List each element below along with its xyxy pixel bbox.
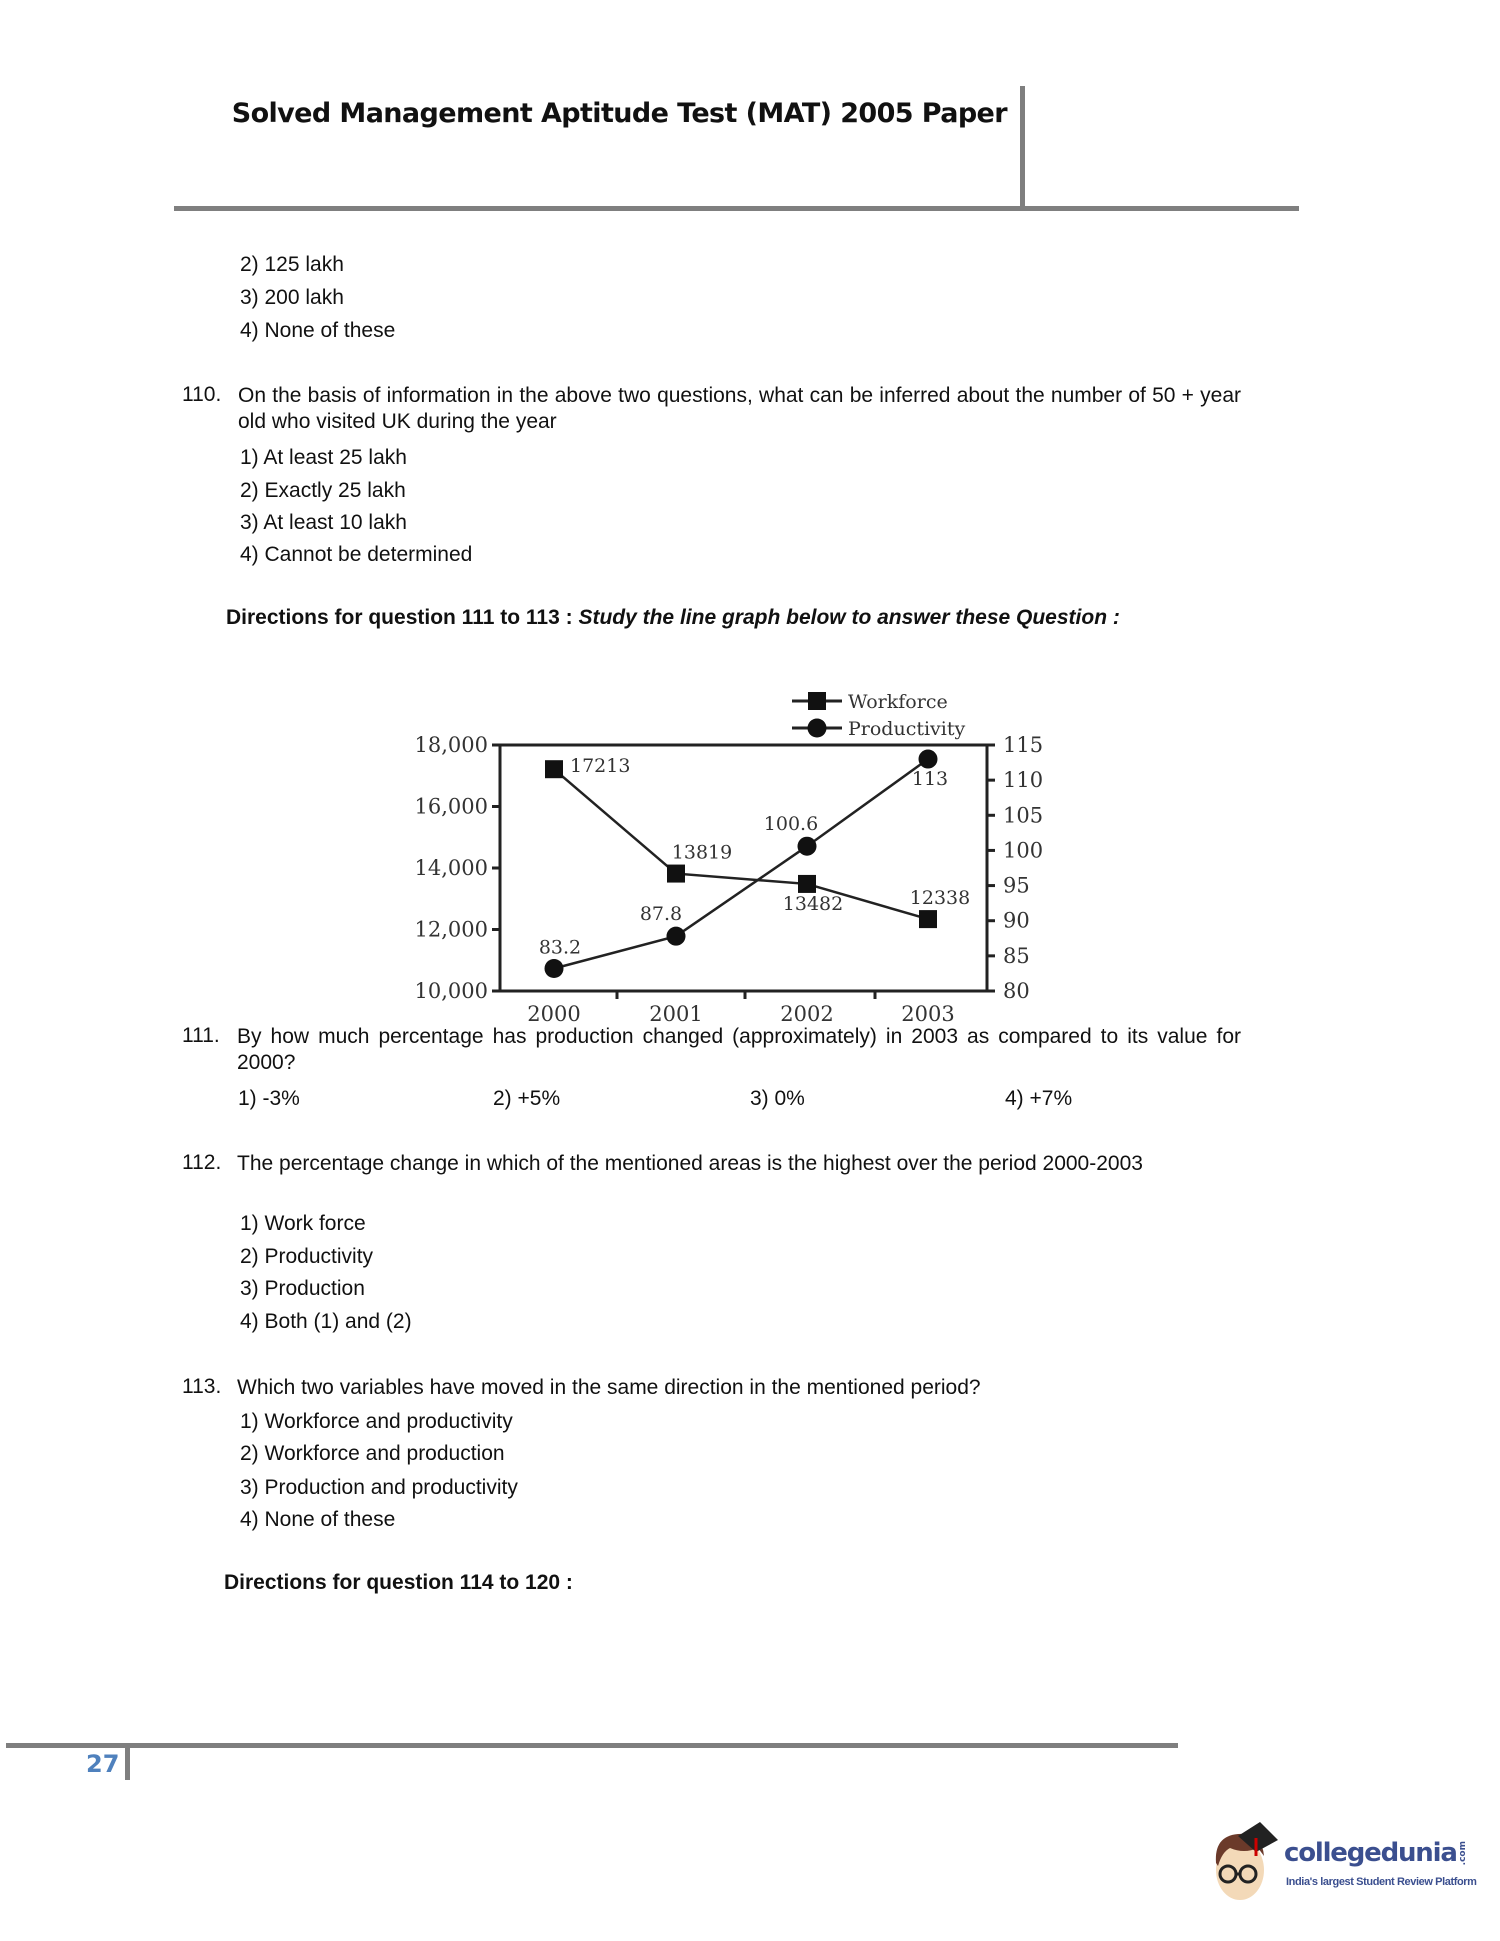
workforce-point: [667, 865, 685, 883]
question-text: By how much percentage has production changed (approximately) in 2003 as compared to its value for 2000?: [237, 1025, 1241, 1074]
option: 1) Workforce and productivity: [240, 1410, 513, 1433]
data-label: 83.2: [538, 936, 582, 959]
question-text: The percentage change in which of the mentioned areas is the highest over the period 2000-2003: [237, 1152, 1143, 1175]
directions-label: Directions for question 111 to 113 :: [226, 606, 579, 629]
x-axis-tick-label: 2002: [780, 1002, 834, 1026]
directions: Directions for question 114 to 120 :: [224, 1571, 573, 1594]
option: 1) At least 25 lakh: [240, 446, 407, 469]
directions-instruction: Study the line graph below to answer these Question :: [578, 606, 1120, 629]
option: 3) At least 10 lakh: [240, 511, 407, 534]
option: 1) -3%: [238, 1087, 300, 1110]
series-line-workforce: [554, 769, 928, 919]
x-axis-tick-label: 2000: [527, 1002, 581, 1026]
footer-divider-vertical: [125, 1746, 130, 1780]
productivity-point: [667, 927, 686, 946]
footer-divider: [6, 1743, 1178, 1748]
option: 2) +5%: [493, 1087, 561, 1110]
option: 1) Work force: [240, 1212, 366, 1235]
left-axis-tick-label: 18,000: [414, 733, 488, 757]
question-number: 110.: [182, 383, 222, 406]
workforce-point: [545, 760, 563, 778]
option: 2) Exactly 25 lakh: [240, 479, 406, 502]
data-label: 13819: [671, 841, 733, 864]
legend-square-icon: [808, 692, 826, 710]
right-axis-tick-label: 95: [1003, 873, 1030, 898]
option: 3) 0%: [750, 1087, 805, 1110]
right-axis-tick-label: 85: [1003, 943, 1030, 968]
x-axis-tick-label: 2003: [901, 1002, 955, 1026]
question-number: 112.: [182, 1151, 222, 1174]
logo-name: collegedunia: [1284, 1838, 1457, 1868]
option: 3) Production and productivity: [240, 1476, 518, 1499]
data-label: 87.8: [639, 903, 683, 926]
option: 4) Cannot be determined: [240, 543, 473, 566]
data-label: 100.6: [763, 813, 819, 836]
data-label: 17213: [570, 755, 631, 778]
productivity-point: [798, 837, 817, 856]
x-axis-tick-label: 2001: [649, 1002, 703, 1026]
question-text: On the basis of information in the above two questions, what can be inferred about the number of 50 + year old who visited UK during the year: [238, 384, 1241, 433]
left-axis-tick-label: 16,000: [414, 794, 488, 819]
workforce-point: [919, 910, 937, 928]
left-axis-tick-label: 10,000: [414, 979, 488, 1003]
productivity-point: [545, 959, 564, 978]
option: 4) None of these: [240, 1508, 396, 1531]
logo-wordmark: [1284, 1838, 1468, 1868]
option: 2) Workforce and production: [240, 1442, 505, 1465]
right-axis-tick-label: 80: [1003, 979, 1030, 1003]
logo-tagline: India's largest Student Review Platform: [1286, 1876, 1477, 1888]
option: 3) Production: [240, 1277, 365, 1300]
data-label: 113: [911, 768, 949, 791]
option: 4) Both (1) and (2): [240, 1310, 412, 1333]
option: 2) 125 lakh: [240, 253, 344, 276]
option: 4) None of these: [240, 319, 396, 342]
workforce-point: [798, 875, 816, 893]
right-axis-tick-label: 100: [1003, 838, 1044, 863]
data-label: 12338: [909, 887, 971, 910]
student-mascot-icon: [1210, 1818, 1280, 1908]
option: 2) Productivity: [240, 1245, 374, 1268]
left-axis-tick-label: 14,000: [414, 856, 488, 880]
legend-label: Productivity: [848, 718, 966, 740]
page-title: Solved Management Aptitude Test (MAT) 2005 Paper: [231, 98, 1007, 129]
right-axis-tick-label: 90: [1003, 908, 1030, 933]
question-number: 111.: [182, 1024, 220, 1047]
series-line-productivity: [554, 759, 928, 968]
right-axis-tick-label: 115: [1003, 733, 1044, 757]
logo-suffix: .com: [1457, 1840, 1468, 1865]
right-axis-tick-label: 105: [1003, 803, 1044, 828]
question-text: Which two variables have moved in the same direction in the mentioned period?: [237, 1376, 981, 1399]
option: 3) 200 lakh: [240, 286, 344, 309]
data-label: 13482: [782, 892, 844, 915]
right-axis-tick-label: 110: [1003, 768, 1044, 793]
productivity-point: [919, 750, 938, 769]
collegedunia-logo[interactable]: [1210, 1818, 1495, 1908]
page-number: 27: [86, 1750, 120, 1778]
legend-circle-icon: [808, 719, 827, 738]
option: 4) +7%: [1005, 1087, 1073, 1110]
left-axis-tick-label: 12,000: [414, 917, 488, 942]
question-number: 113.: [182, 1375, 222, 1398]
legend-label: Workforce: [848, 691, 948, 713]
